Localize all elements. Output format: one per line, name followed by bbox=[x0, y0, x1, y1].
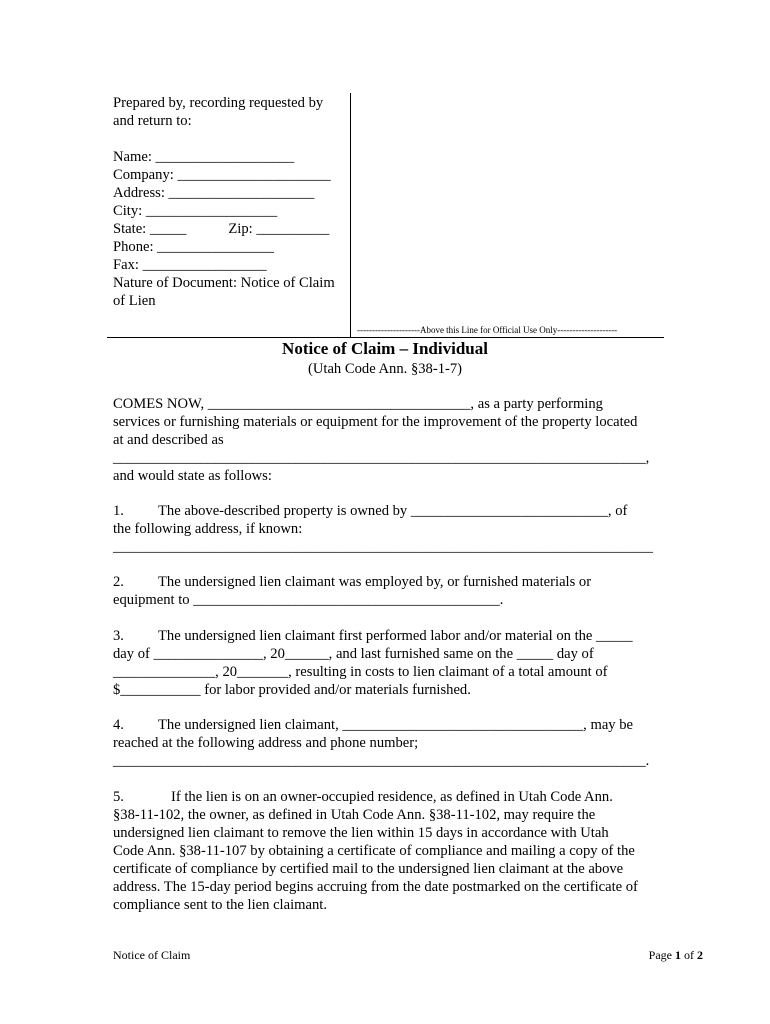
paragraph-line: Code Ann. §38-11-107 by obtaining a certificate of compliance and mailing a copy of the bbox=[113, 843, 635, 859]
paragraph-number: 3. bbox=[113, 628, 124, 644]
official-use-label: ---------------------Above this Line for Official Use Only-------------------- bbox=[357, 325, 618, 335]
intro-line: and would state as follows: bbox=[113, 468, 272, 484]
footer-page-number bbox=[649, 948, 703, 963]
state-field: State: _____ bbox=[113, 221, 187, 237]
state-zip-row bbox=[113, 220, 349, 238]
paragraph-line: The above-described property is owned by ___________________________, of bbox=[158, 503, 628, 519]
paragraph-line: reached at the following address and phone number; bbox=[113, 735, 419, 751]
paragraph-line: If the lien is on an owner-occupied residence, as defined in Utah Code Ann. bbox=[171, 789, 613, 805]
address-field: Address: ____________________ bbox=[113, 185, 315, 201]
paragraph-line: certificate of compliance by certified mail to the undersigned lien claimant at the above bbox=[113, 861, 624, 877]
intro-paragraph bbox=[113, 395, 673, 485]
intro-line: services or furnishing materials or equipment for the improvement of the property located bbox=[113, 414, 638, 430]
return-address-block bbox=[113, 94, 349, 310]
fax-field: Fax: _________________ bbox=[113, 257, 267, 273]
paragraph-line: the following address, if known: bbox=[113, 521, 303, 537]
paragraph-number: 4. bbox=[113, 717, 124, 733]
paragraph-line: $___________ for labor provided and/or materials furnished. bbox=[113, 682, 471, 698]
paragraph-line: compliance sent to the lien claimant. bbox=[113, 897, 327, 913]
paragraph-number: 5. bbox=[113, 789, 124, 805]
intro-line: COMES NOW, ____________________________________, as a party performing bbox=[113, 396, 603, 412]
document-title: Notice of Claim – Individual bbox=[282, 339, 488, 358]
zip-field: Zip: __________ bbox=[228, 221, 330, 237]
paragraph-line: §38-11-102, the owner, as defined in Utah Code Ann. §38-11-102, may require the bbox=[113, 807, 596, 823]
paragraph-number: 1. bbox=[113, 503, 124, 519]
document-subtitle: (Utah Code Ann. §38-1-7) bbox=[307, 361, 463, 377]
paragraph-line: ______________, 20_______, resulting in costs to lien claimant of a total amount of bbox=[113, 664, 608, 680]
intro-line: _________________________________________________________________________, bbox=[113, 450, 650, 466]
paragraph-1 bbox=[113, 502, 673, 556]
paragraph-line: address. The 15-day period begins accruing from the date postmarked on the certificate of bbox=[113, 879, 638, 895]
paragraph-line: __________________________________________________________________________ bbox=[113, 539, 653, 555]
header-vertical-divider bbox=[350, 93, 351, 337]
nature-of-document-line-1: Nature of Document: Notice of Claim bbox=[113, 275, 335, 291]
paragraph-line: The undersigned lien claimant was employed by, or furnished materials or bbox=[158, 574, 592, 590]
paragraph-2 bbox=[113, 573, 673, 609]
prepared-by-line: Prepared by, recording requested by bbox=[113, 95, 324, 111]
paragraph-line: undersigned lien claimant to remove the lien within 15 days in accordance with Utah bbox=[113, 825, 609, 841]
paragraph-number: 2. bbox=[113, 574, 124, 590]
header-horizontal-divider bbox=[107, 337, 664, 338]
total-pages: 2 bbox=[697, 948, 703, 962]
paragraph-3 bbox=[113, 627, 673, 699]
paragraph-line: The undersigned lien claimant, _________________________________, may be bbox=[158, 717, 634, 733]
spacer bbox=[113, 130, 349, 148]
name-field: Name: ___________________ bbox=[113, 149, 295, 165]
intro-line: at and described as bbox=[113, 432, 224, 448]
city-field: City: __________________ bbox=[113, 203, 278, 219]
of-word: of bbox=[684, 948, 694, 962]
paragraph-line: The undersigned lien claimant first performed labor and/or material on the _____ bbox=[158, 628, 633, 644]
nature-of-document-line-2: of Lien bbox=[113, 293, 156, 309]
paragraph-4 bbox=[113, 716, 673, 770]
current-page: 1 bbox=[675, 948, 681, 962]
paragraph-line: day of _______________, 20______, and last furnished same on the _____ day of bbox=[113, 646, 594, 662]
paragraph-5 bbox=[113, 788, 673, 914]
footer-document-name: Notice of Claim bbox=[113, 948, 191, 962]
page-word: Page bbox=[648, 948, 672, 962]
company-field: Company: _____________________ bbox=[113, 167, 331, 183]
return-to-line: and return to: bbox=[113, 113, 192, 129]
paragraph-line: _________________________________________________________________________. bbox=[113, 753, 650, 769]
phone-field: Phone: ________________ bbox=[113, 239, 274, 255]
paragraph-line: equipment to __________________________________________. bbox=[113, 592, 504, 608]
